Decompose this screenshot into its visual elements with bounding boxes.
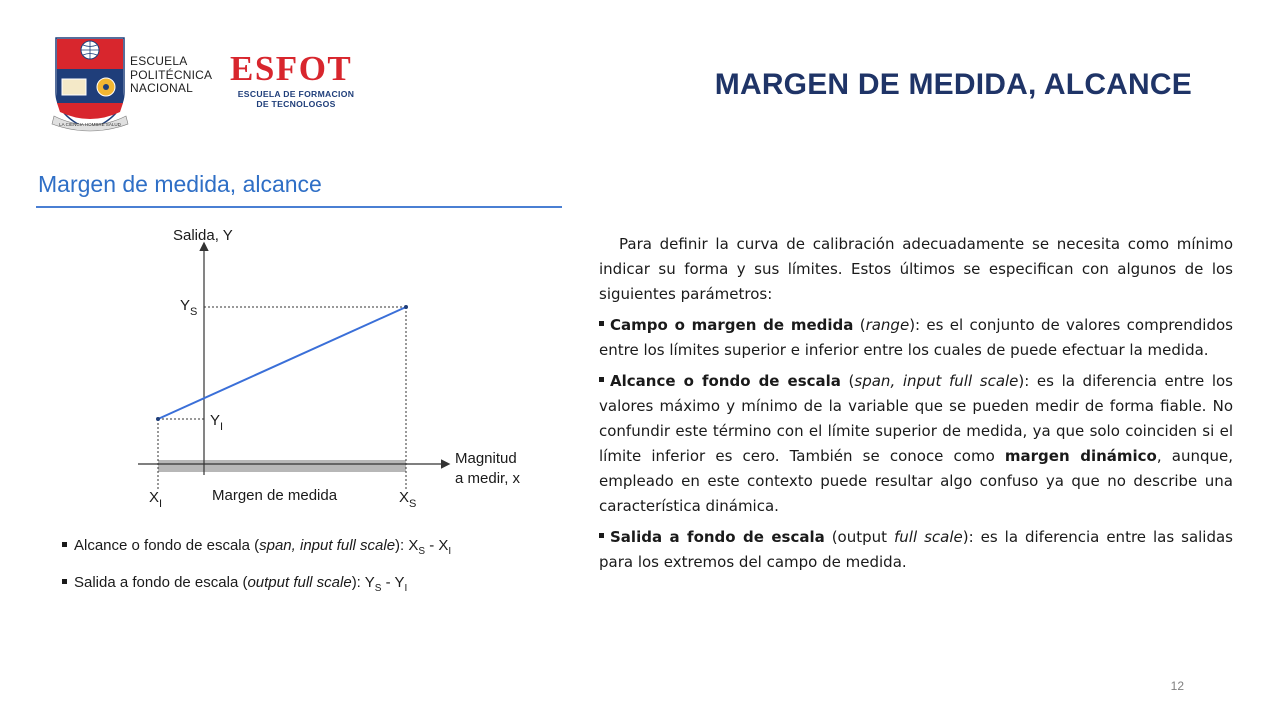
esfot-subtitle-line: DE TECNOLOGOS — [256, 99, 336, 109]
term: Campo o margen de medida — [610, 316, 854, 334]
xi-label: $X_I$ — [149, 489, 163, 510]
bullet-sub: I — [448, 546, 452, 557]
term-italic: range — [865, 316, 910, 334]
measurement-range-band — [158, 460, 406, 472]
bullet-square-icon — [599, 377, 604, 382]
bullet-italic: output full scale — [247, 574, 352, 591]
ys-label: $Y_S$ — [180, 297, 198, 318]
term: Salida a fondo de escala — [610, 528, 825, 546]
institution-name — [130, 55, 212, 96]
definition: ): es la diferencia entre las salidas para los extremos del campo de medida. — [599, 528, 1233, 571]
body-text — [599, 232, 1233, 581]
bullet-text: - X — [425, 537, 449, 554]
institution-line: NACIONAL — [130, 81, 193, 95]
y-axis-label: Salida, Y — [173, 227, 233, 244]
bullet-text: ): X — [395, 537, 419, 554]
bullet-italic: span, input full scale — [259, 537, 396, 554]
upper-point — [404, 305, 408, 309]
text: (output — [824, 528, 895, 546]
bullet-text: Salida a fondo de escala ( — [74, 574, 248, 591]
bullet-alcance — [62, 537, 451, 557]
term-italic: full scale — [894, 528, 963, 546]
esfot-subtitle-line: ESCUELA DE FORMACION — [237, 89, 355, 99]
bullet-square-icon — [599, 321, 604, 326]
book-icon — [62, 79, 86, 95]
text: ( — [853, 316, 866, 334]
text: ( — [840, 372, 855, 390]
term-italic: span, input full scale — [854, 372, 1019, 390]
yi-label: $Y_I$ — [210, 412, 224, 433]
range-label: Margen de medida — [212, 487, 338, 504]
bullet-salida — [62, 574, 407, 594]
item-salida — [599, 525, 1233, 575]
definition: ): es la diferencia entre los valores máximo y mínimo de la variable que se pueden medir de forma fiable. No confundir este término con el límite superior de medida, ya que solo coinciden si el límite inferior es cero. También se conoce como — [599, 372, 1233, 465]
intro-paragraph: Para definir la curva de calibración adecuadamente se necesita como mínimo indicar su forma y sus límites. Estos últimos se especifican con algunos de los siguientes parámetros: — [599, 235, 1233, 303]
bullet-sub: S — [418, 546, 426, 557]
bullet-sub: S — [374, 583, 382, 594]
calibration-line — [158, 307, 406, 419]
esfot-logo-text: ESFOT — [230, 49, 353, 88]
logo-motto: LA CIENCIA HOMBRE SALUD — [59, 122, 121, 127]
x-axis-label-line1: Magnitud — [455, 450, 517, 467]
item-campo — [599, 313, 1233, 363]
term: margen dinámico — [1004, 447, 1157, 465]
bullet-text: - Y — [381, 574, 405, 591]
esfot-subtitle — [229, 89, 363, 109]
item-alcance — [599, 369, 1233, 519]
definition: , aunque, empleado en este contexto puede resultar algo confuso ya que no describe una característica dinámica. — [599, 447, 1233, 515]
page-number: 12 — [1170, 679, 1184, 693]
x-axis-label-line2: a medir, x — [455, 470, 521, 487]
epn-logo-shield — [48, 34, 132, 134]
institution-line: ESCUELA — [130, 54, 188, 68]
calibration-diagram — [130, 220, 560, 520]
bullet-text: ): Y — [351, 574, 375, 591]
bullet-sub: I — [404, 583, 408, 594]
xs-label: $X_S$ — [399, 489, 417, 510]
bullet-square-icon — [62, 542, 67, 547]
lower-point — [156, 417, 160, 421]
section-title: Margen de medida, alcance — [38, 171, 322, 197]
bullet-square-icon — [62, 579, 67, 584]
term: Alcance o fondo de escala — [610, 372, 841, 390]
bullet-text: Alcance o fondo de escala ( — [74, 537, 260, 554]
section-divider — [36, 206, 562, 208]
definition: ): es el conjunto de valores comprendidos entre los límites superior e inferior entre los cuales de puede efectuar la medida. — [599, 316, 1233, 359]
bullet-square-icon — [599, 533, 604, 538]
institution-line: POLITÉCNICA — [130, 67, 213, 82]
slide-title: MARGEN DE MEDIDA, ALCANCE — [714, 68, 1192, 101]
